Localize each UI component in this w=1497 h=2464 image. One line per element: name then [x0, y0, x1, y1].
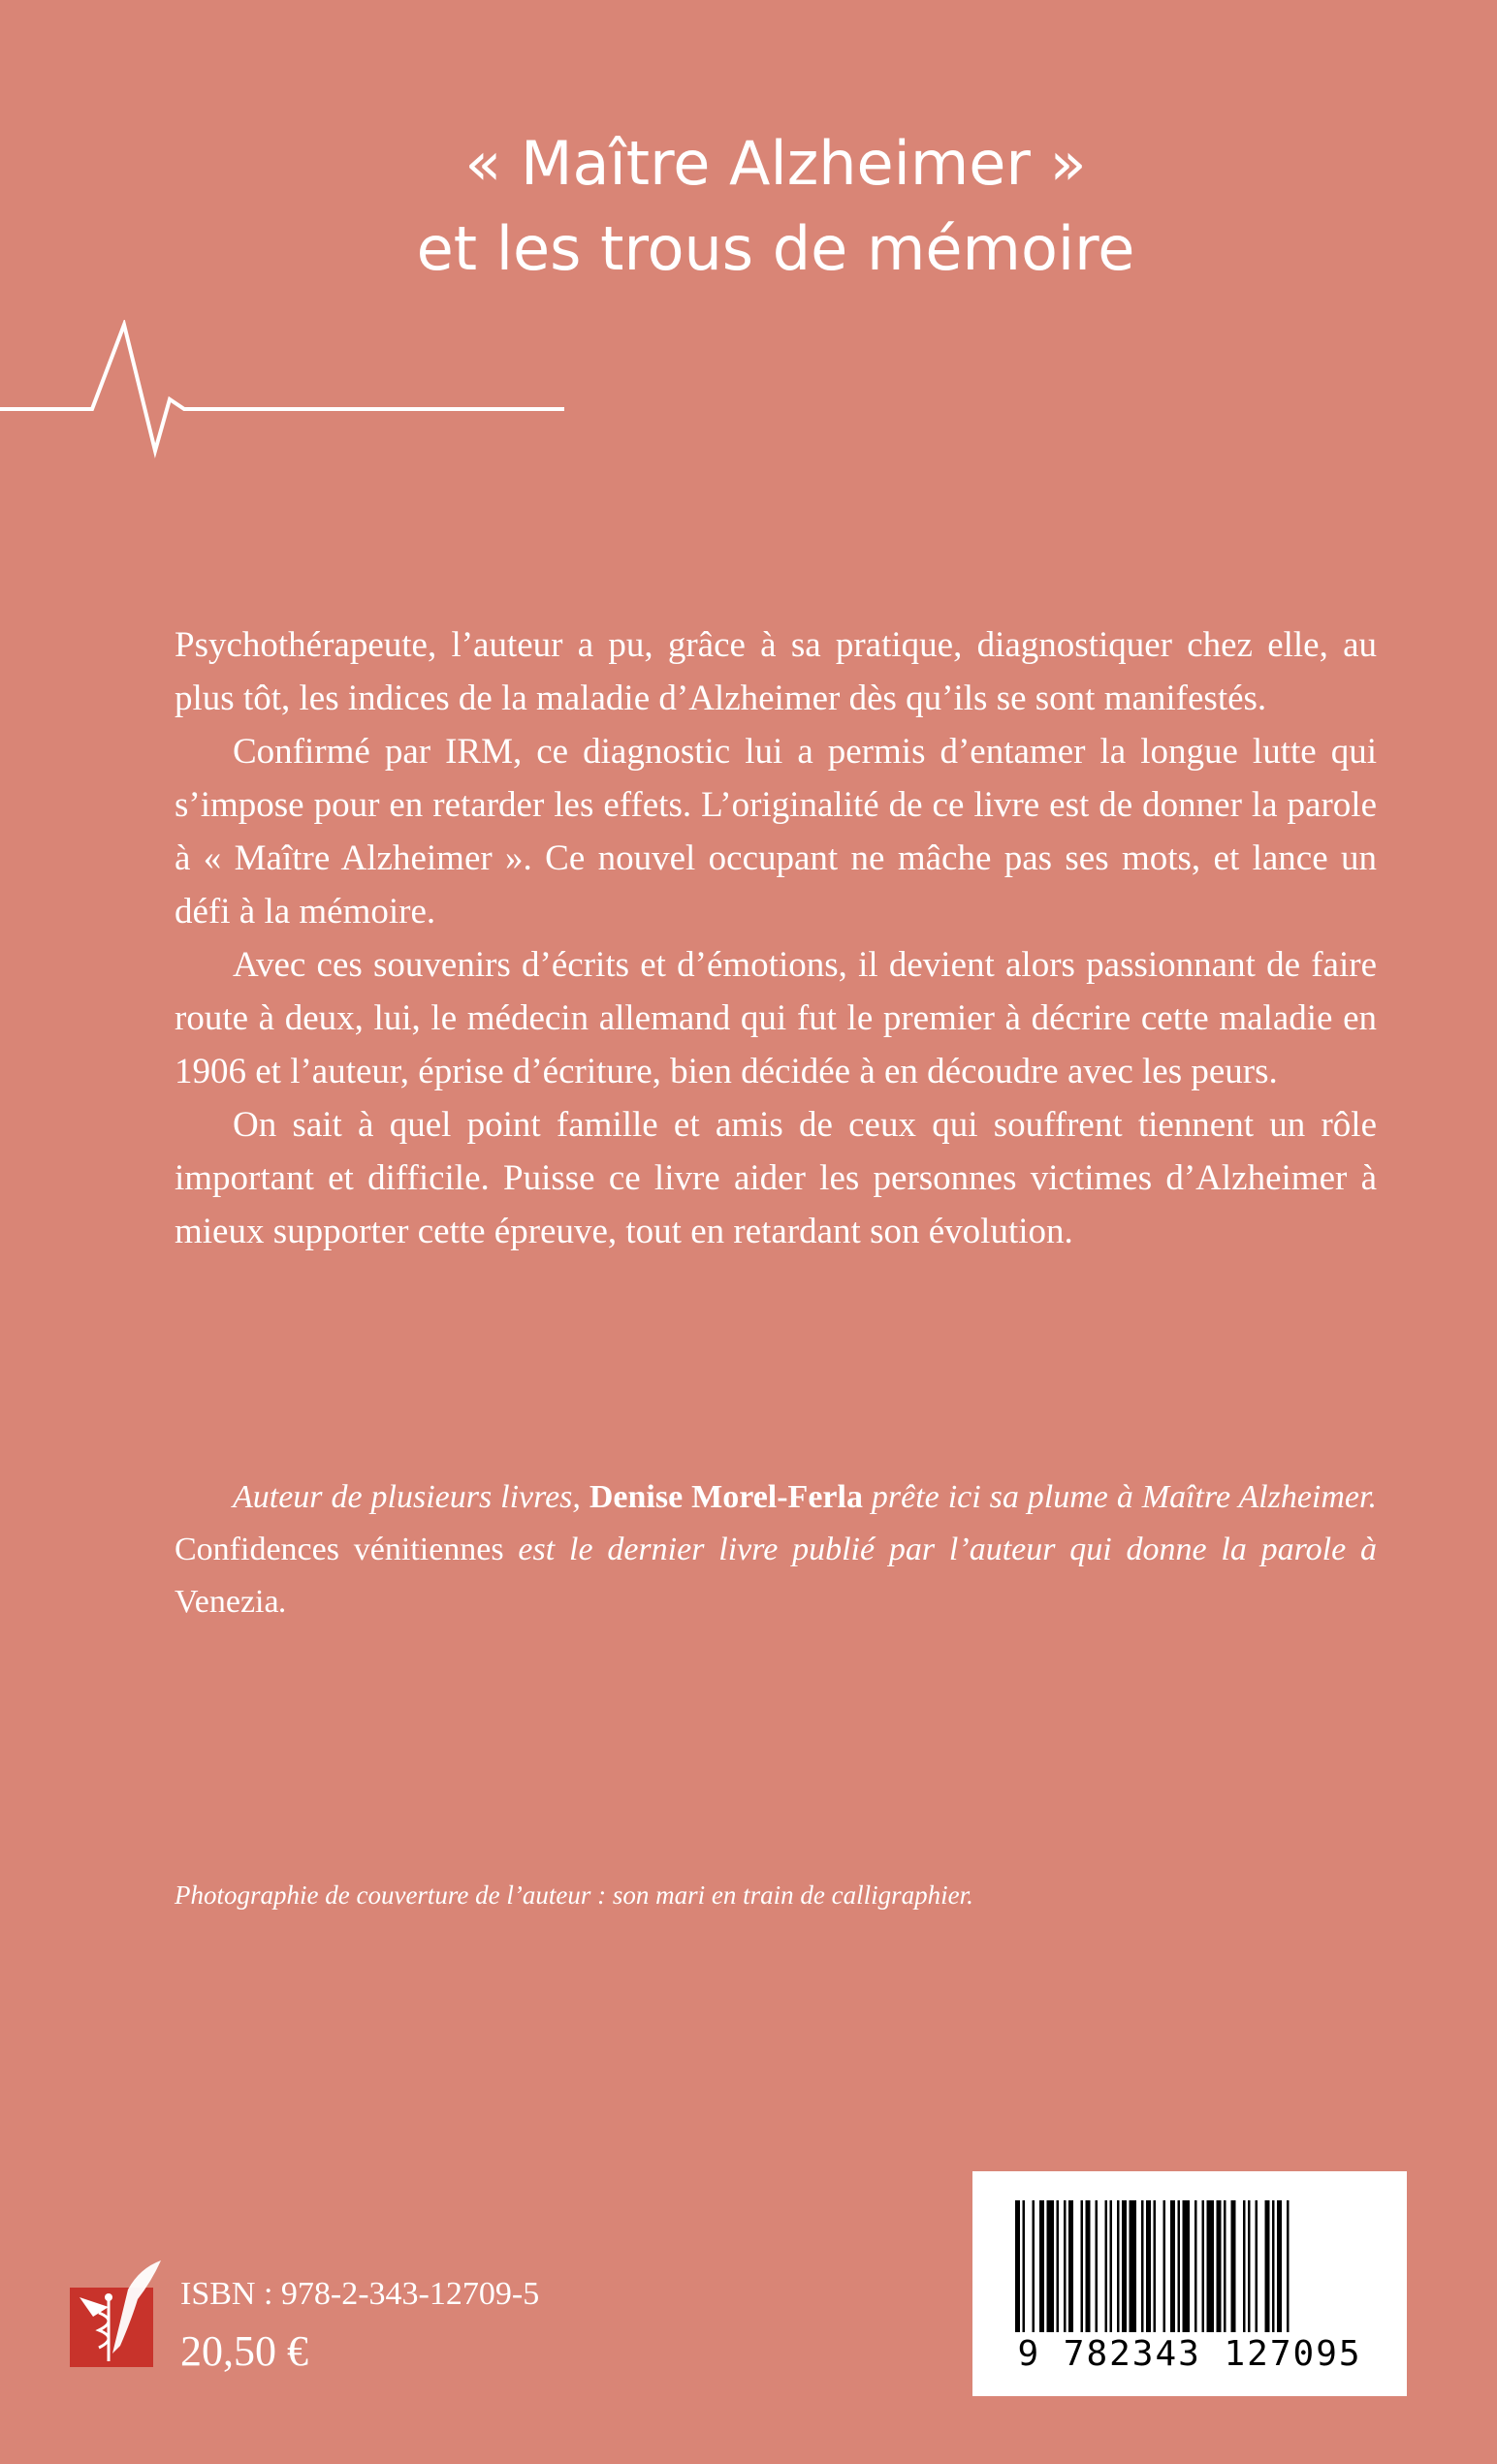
- blurb-paragraph: Avec ces souvenirs d’écrits et d’émotions, il devient alors passionnant de faire route à deux, lui, le médecin allemand qui fut le premier à décrire cette maladie en 1906 et l’auteur, éprise d’écriture, bien décidée à en découdre avec les peurs.: [175, 945, 1377, 1091]
- barcode-bar: [1105, 2200, 1108, 2332]
- bio-text: Auteur de plusieurs livres,: [233, 1479, 589, 1515]
- barcode-bar: [1130, 2200, 1137, 2332]
- barcode-bar: [1243, 2200, 1246, 2332]
- bio-text: prête ici sa plume à Maître Alzheimer.: [862, 1479, 1377, 1515]
- barcode-bar: [1170, 2200, 1175, 2332]
- barcode-bar: [1178, 2200, 1181, 2332]
- book-reference: Confidences vénitiennes: [175, 1532, 504, 1567]
- barcode-bar: [1256, 2200, 1258, 2332]
- barcode-bar: [1194, 2200, 1197, 2332]
- barcode-bar: [1287, 2200, 1290, 2332]
- barcode-bar: [1096, 2200, 1099, 2332]
- barcode-bar: [1047, 2200, 1055, 2332]
- caduceus-quill-logo: [70, 2260, 163, 2367]
- barcode-bar: [1217, 2200, 1222, 2332]
- barcode-bar: [1068, 2200, 1073, 2332]
- barcode-bar: [1122, 2200, 1127, 2332]
- photo-credit: Photographie de couverture de l’auteur : son mari en train de calligraphier.: [175, 1880, 973, 1910]
- venezia-reference: Venezia: [175, 1584, 279, 1620]
- bio-text: est le dernier livre publié par l’auteur qui donne la parole à: [503, 1532, 1377, 1567]
- book-title: [0, 121, 1497, 292]
- back-cover-blurb: [175, 618, 1377, 1258]
- barcode-bar: [1141, 2200, 1144, 2332]
- price: 20,50 €: [180, 2327, 308, 2375]
- barcode-bar: [1248, 2200, 1251, 2332]
- barcode-bar: [1086, 2200, 1091, 2332]
- author-bio: [175, 1471, 1377, 1628]
- author-name: Denise Morel-Ferla: [589, 1479, 863, 1515]
- barcode-bar: [1231, 2200, 1236, 2332]
- title-line-2: et les trous de mémoire: [416, 213, 1135, 284]
- barcode-bar: [1081, 2200, 1084, 2332]
- barcode-bar: [1202, 2200, 1205, 2332]
- barcode-bars: [1015, 2200, 1364, 2332]
- heartbeat-line-icon: [0, 320, 582, 465]
- bio-text: .: [278, 1584, 288, 1620]
- barcode-bar: [1265, 2200, 1270, 2332]
- blurb-paragraph: Psychothérapeute, l’auteur a pu, grâce à sa pratique, diagnostiquer chez elle, au plus tôt, les indices de la maladie d’Alzheimer dès qu’ils se sont manifestés.: [175, 625, 1377, 718]
- barcode-bar: [1023, 2200, 1026, 2332]
- barcode-bar: [1110, 2200, 1113, 2332]
- barcode-bar: [1154, 2200, 1157, 2332]
- barcode-digits: 9 782343 127095: [1017, 2334, 1362, 2374]
- blurb-paragraph: On sait à quel point famille et amis de ceux qui souffrent tiennent un rôle important et difficile. Puisse ce livre aider les personnes victimes d’Alzheimer à mieux supporter cette épreuve, tout en retardant son évolution.: [175, 1105, 1377, 1251]
- barcode-bar: [1224, 2200, 1226, 2332]
- barcode-bar: [1163, 2200, 1166, 2332]
- barcode-bar: [1277, 2200, 1282, 2332]
- blurb-paragraph: Confirmé par IRM, ce diagnostic lui a permis d’entamer la longue lutte qui s’impose pour en retarder les effets. L’originalité de ce livre est de donner la parole à « Maître Alzheimer ». Ce nouvel occupant ne mâche pas ses mots, et lance un défi à la mémoire.: [175, 732, 1377, 932]
- barcode-bar: [1207, 2200, 1215, 2332]
- barcode-bar: [1146, 2200, 1151, 2332]
- barcode-bar: [1039, 2200, 1044, 2332]
- barcode-bar: [1033, 2200, 1035, 2332]
- barcode-bar: [1117, 2200, 1120, 2332]
- barcode: [972, 2171, 1407, 2396]
- title-line-1: « Maître Alzheimer »: [464, 128, 1087, 199]
- barcode-bar: [1064, 2200, 1067, 2332]
- isbn: ISBN : 978-2-343-12709-5: [180, 2276, 540, 2312]
- barcode-bar: [1183, 2200, 1191, 2332]
- barcode-bar: [1272, 2200, 1275, 2332]
- barcode-bar: [1015, 2200, 1020, 2332]
- barcode-bar: [1057, 2200, 1060, 2332]
